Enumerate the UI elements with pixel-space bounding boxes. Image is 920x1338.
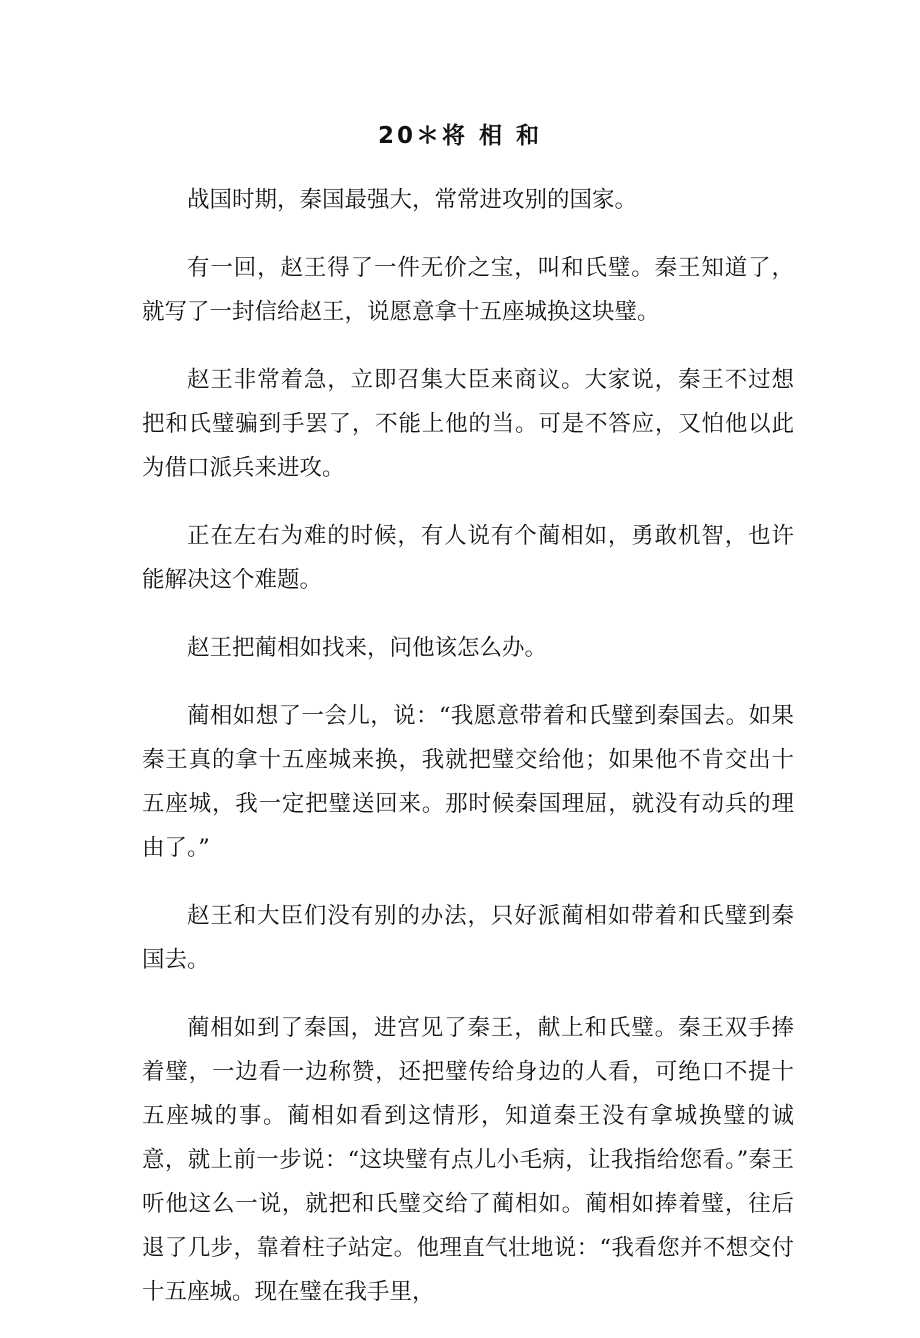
paragraph-6: 蔺相如想了一会儿，说：“我愿意带着和氏璧到秦国去。如果秦王真的拿十五座城来换，我就把璧交给他；如果他不肯交出十五座城，我一定把璧送回来。那时候秦国理屈，就没有动兵的理由了。” xyxy=(142,703,794,861)
paragraph-1: 战国时期，秦国最强大，常常进攻别的国家。 xyxy=(187,187,638,213)
lesson-title: 20＊将 相 和 xyxy=(377,123,543,149)
paragraph-8: 蔺相如到了秦国，进宫见了秦王，献上和氏璧。秦王双手捧着璧，一边看一边称赞，还把璧传给身边的人看，可绝口不提十五座城的事。蔺相如看到这情形，知道秦王没有拿城换璧的诚意，就上前一步说：“这块璧有点儿小毛病，让我指给您看。”秦王听他这么一说，就把和氏璧交给了蔺相如。蔺相如捧着璧，往后退了几步，靠着柱子站定。他理直气壮地说：“我看您并不想交付十五座城。现在璧在我手里， xyxy=(142,1015,794,1305)
paragraph-2: 有一回，赵王得了一件无价之宝，叫和氏璧。秦王知道了，就写了一封信给赵王，说愿意拿十五座城换这块璧。 xyxy=(142,255,794,325)
paragraph-3: 赵王非常着急，立即召集大臣来商议。大家说，秦王不过想把和氏璧骗到手罢了，不能上他的当。可是不答应，又怕他以此为借口派兵来进攻。 xyxy=(142,367,794,481)
article-body xyxy=(142,178,794,1338)
paragraph-5: 赵王把蔺相如找来，问他该怎么办。 xyxy=(187,635,548,661)
paragraph-7: 赵王和大臣们没有别的办法，只好派蔺相如带着和氏璧到秦国去。 xyxy=(142,903,794,973)
paragraph-4: 正在左右为难的时候，有人说有个蔺相如，勇敢机智，也许能解决这个难题。 xyxy=(142,523,794,593)
